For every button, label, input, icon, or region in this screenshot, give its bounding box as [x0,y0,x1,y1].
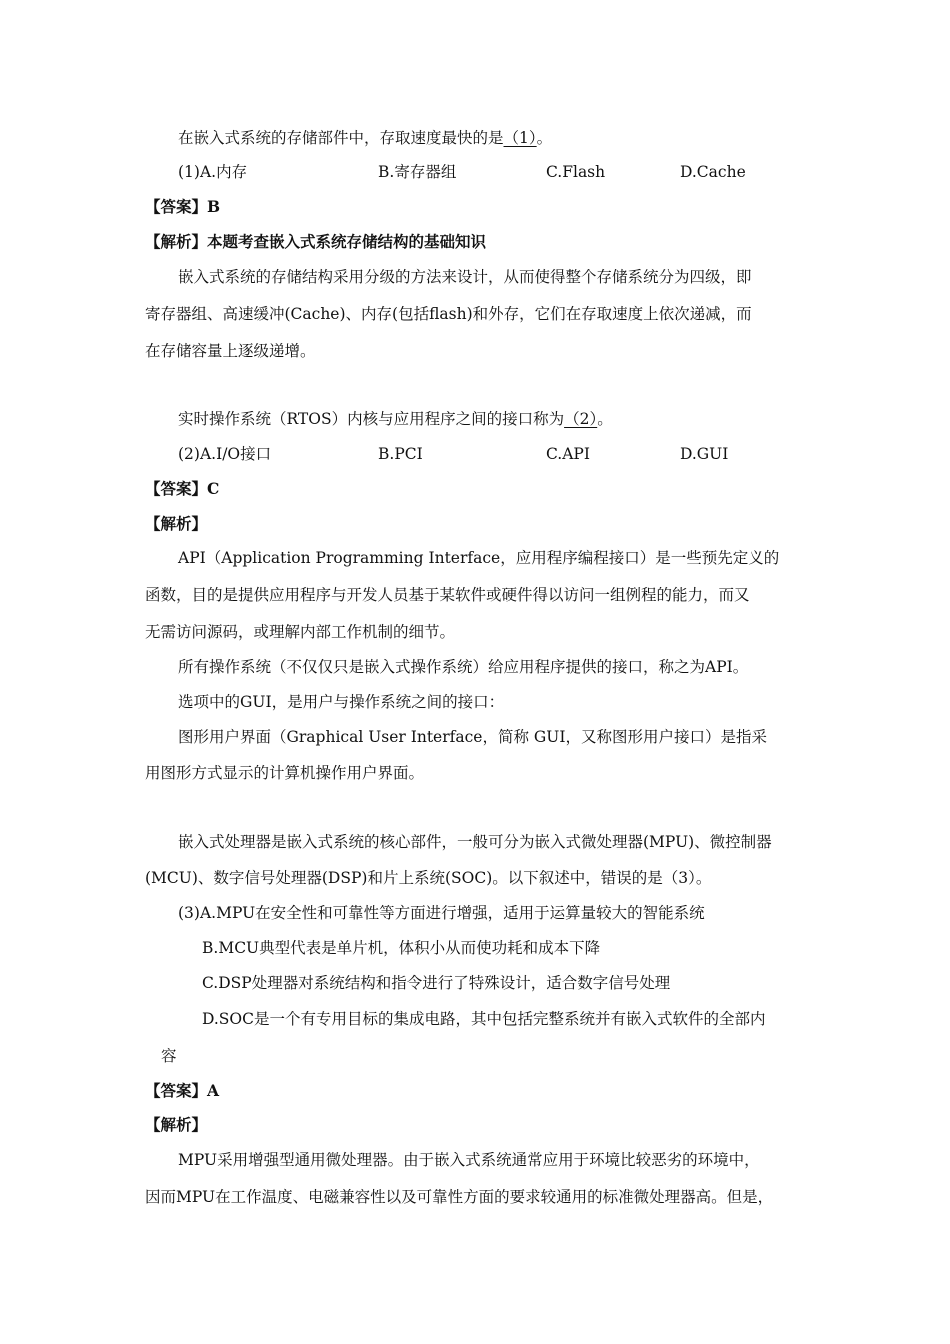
q3-analysis-line: MPU采用增强型通用微处理器。由于嵌入式系统通常应用于环境比较恶劣的环境中， [178,1151,760,1169]
q2-option-b: B.PCI [378,445,423,463]
q1-blank: （1） [503,129,537,147]
q3-option-d-continued: 容 [161,1047,177,1065]
question-3-stem: (MCU)、数字信号处理器(DSP)和片上系统(SOC)。以下叙述中，错误的是（3）。 [145,869,712,887]
q2-analysis-line: API（Application Programming Interface，应用程序编程接口）是一些预先定义的 [178,549,780,567]
question-3-stem: 嵌入式处理器是嵌入式系统的核心部件，一般可分为嵌入式微处理器(MPU)、微控制器 [178,833,772,851]
q1-analysis-title: 【解析】本题考查嵌入式系统存储结构的基础知识 [145,232,487,251]
q1-analysis-line: 寄存器组、高速缓冲(Cache)、内存(包括flash)和外存，它们在存取速度上依次递减，而 [145,305,752,323]
q2-analysis-line: 选项中的GUI，是用户与操作系统之间的接口： [178,693,505,711]
q1-stem-text: 在嵌入式系统的存储部件中，存取速度最快的是 [178,129,504,147]
q2-option-d: D.GUI [680,445,729,463]
q2-analysis-line: 图形用户界面（Graphical User Interface，简称 GUI，又称图形用户接口）是指采 [178,728,767,746]
q3-option-c: C.DSP处理器对系统结构和指令进行了特殊设计，适合数字信号处理 [202,974,671,992]
q1-option-b: B.寄存器组 [378,163,457,181]
question-2-stem [178,408,613,430]
q2-analysis-line: 函数，目的是提供应用程序与开发人员基于某软件或硬件得以访问一组例程的能力，而又 [145,586,750,604]
q2-option-a: (2)A.I/O接口 [178,445,272,463]
q3-analysis-title: 【解析】 [145,1115,208,1134]
q1-stem-end: 。 [536,129,553,147]
q3-analysis-line: 因而MPU在工作温度、电磁兼容性以及可靠性方面的要求较通用的标准微处理器高。但是， [145,1188,774,1206]
q3-option-a: (3)A.MPU在安全性和可靠性等方面进行增强，适用于运算量较大的智能系统 [178,904,705,922]
q3-answer: 【答案】A [145,1081,220,1100]
q3-option-b: B.MCU典型代表是单片机，体积小从而使功耗和成本下降 [202,939,601,957]
q1-option-a: (1)A.内存 [178,163,248,181]
q3-option-d: D.SOC是一个有专用目标的集成电路，其中包括完整系统并有嵌入式软件的全部内 [202,1010,766,1028]
question-1-stem [178,127,552,149]
q1-answer: 【答案】B [145,197,221,216]
q2-answer: 【答案】C [145,479,220,498]
q1-option-c: C.Flash [546,163,606,181]
q2-analysis-title: 【解析】 [145,514,208,533]
q2-stem-end: 。 [597,410,613,428]
q2-analysis-line: 所有操作系统（不仅仅只是嵌入式操作系统）给应用程序提供的接口，称之为API。 [178,658,749,676]
q1-analysis-line: 在存储容量上逐级递增。 [145,342,316,360]
q1-analysis-line: 嵌入式系统的存储结构采用分级的方法来设计，从而使得整个存储系统分为四级，即 [178,268,752,286]
q2-option-c: C.API [546,445,590,463]
q2-analysis-line: 无需访问源码，或理解内部工作机制的细节。 [145,623,456,641]
q2-blank: （2） [564,410,598,428]
q2-analysis-line: 用图形方式显示的计算机操作用户界面。 [145,764,425,782]
q2-stem-text: 实时操作系统（RTOS）内核与应用程序之间的接口称为 [178,410,565,428]
q1-option-d: D.Cache [680,163,746,181]
